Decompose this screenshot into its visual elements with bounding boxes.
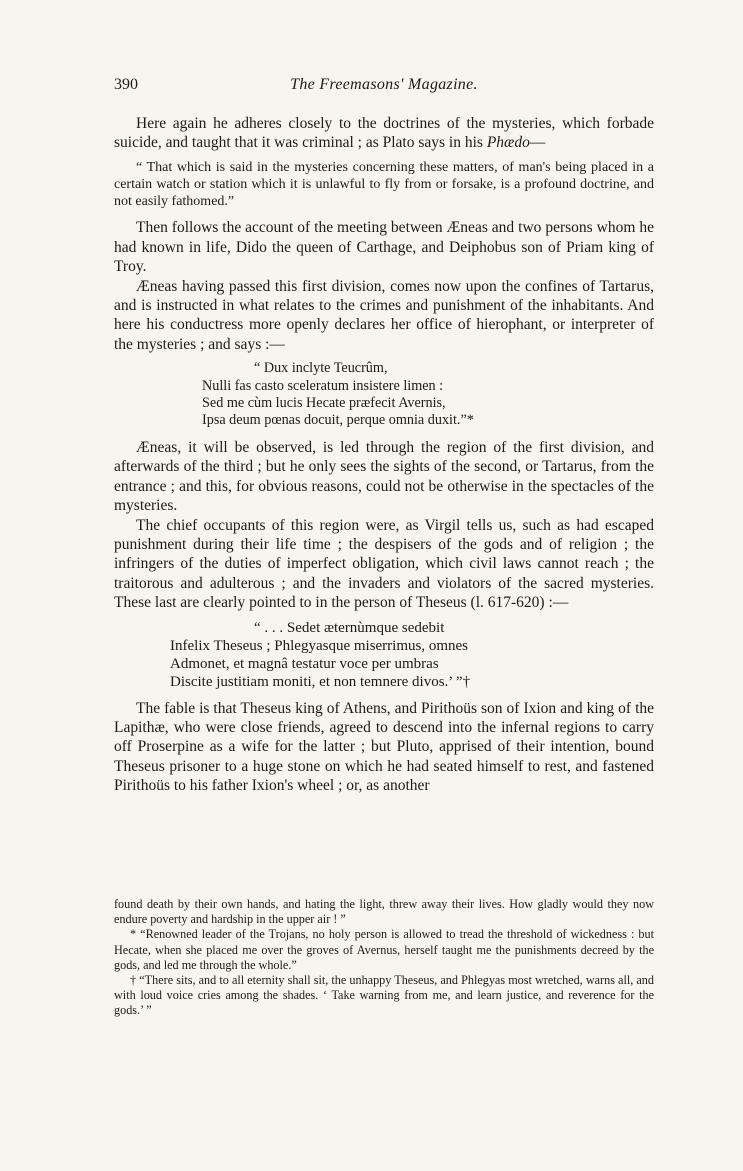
- verse-line: Sed me cùm lucis Hecate præfecit Avernis,: [202, 395, 446, 412]
- verse-line: Admonet, et magnâ testatur voce per umbras: [170, 655, 439, 672]
- paragraph-occupants: The chief occupants of this region were, as Virgil tells us, such as had escaped punishment during their life time ; the despisers of the gods and of religion ; the infringers of the duties of imperfect obligation, which civil laws cannot reach ; the traitorous and adulterous ; and the invaders and violators of the sacred mysteries. These last are clearly pointed to in the person of Theseus (l. 617-620) :—: [114, 516, 654, 612]
- footnote-star: * “Renowned leader of the Trojans, no holy person is allowed to tread the threshold of wickedness : but Hecate, when she placed me over the groves of Avernus, herself taught me the punishments decreed by the gods, and led me through the whole.”: [114, 927, 654, 972]
- verse-line: Nulli fas casto sceleratum insistere limen :: [202, 377, 444, 394]
- verse-line: “ . . . Sedet æternùmque sedebit: [254, 619, 445, 636]
- verse-line: “ Dux inclyte Teucrûm,: [254, 360, 388, 377]
- latin-verse-theseus: [114, 619, 654, 691]
- article-body: [114, 114, 654, 802]
- paragraph-fable: The fable is that Theseus king of Athens, and Pirithoüs son of Ixion and king of the Lapithæ, who were close friends, agreed to descend into the infernal regions to carry off Proserpine as a wife for the latter ; but Pluto, apprised of their intention, bound Theseus prisoner to a huge stone on which he had seated himself to rest, and fastened Pirithoüs to his father Ixion's wheel ; or, as another: [114, 699, 654, 795]
- latin-verse-sibyl: [114, 360, 654, 430]
- verse-line: Ipsa deum pœnas docuit, perque omnia duxit.”*: [202, 412, 474, 429]
- verse-line: Infelix Theseus ; Phlegyasque miserrimus, omnes: [170, 637, 469, 654]
- phaedo-title: Phædo: [486, 134, 530, 152]
- paragraph-suicide-dash: —: [529, 134, 546, 152]
- plato-quotation: “ That which is said in the mysteries concerning these matters, of man's being placed in a certain watch or station which it is unlawful to fly from or forsake, is a profound doctrine, and not easily fathomed.”: [114, 159, 654, 210]
- paragraph-tartarus: Æneas having passed this first division, comes now upon the confines of Tartarus, and is instructed in what relates to the crimes and punishment of the inhabitants. And here his conductress more openly declares her office of hierophant, or interpreter of the mysteries ; and says :—: [114, 277, 654, 353]
- footnote-continued: found death by their own hands, and hating the light, threw away their lives. How gladly would they now endure poverty and hardship in the upper air ! ”: [114, 897, 654, 927]
- paragraph-suicide-text: Here again he adheres closely to the doctrines of the mysteries, which forbade suicide, and taught that it was criminal ; as Plato says in his: [114, 115, 654, 152]
- paragraph-divisions: Æneas, it will be observed, is led through the region of the first division, and afterwards of the third ; but he only sees the sights of the second, or Tartarus, from the entrance ; and this, for obvious reasons, could not be otherwise in the spectacles of the mysteries.: [114, 438, 654, 515]
- paragraph-suicide: [114, 114, 654, 153]
- paragraph-dido: Then follows the account of the meeting between Æneas and two persons whom he had known in life, Dido the queen of Carthage, and Deiphobus son of Priam king of Troy.: [114, 219, 654, 276]
- verse-line: Discite justitiam moniti, et non temnere divos.’ ”†: [170, 673, 471, 690]
- footnote-dagger: † “There sits, and to all eternity shall sit, the unhappy Theseus, and Phlegyas most wretched, warns all, and with loud voice cries among the shades. ‘ Take warning from me, and learn justice, and reverence for the gods.’ ”: [114, 973, 654, 1018]
- footnotes: [114, 897, 654, 1019]
- page-number: 390: [114, 76, 138, 93]
- page-header: [114, 76, 654, 96]
- running-title: The Freemasons' Magazine.: [290, 76, 478, 93]
